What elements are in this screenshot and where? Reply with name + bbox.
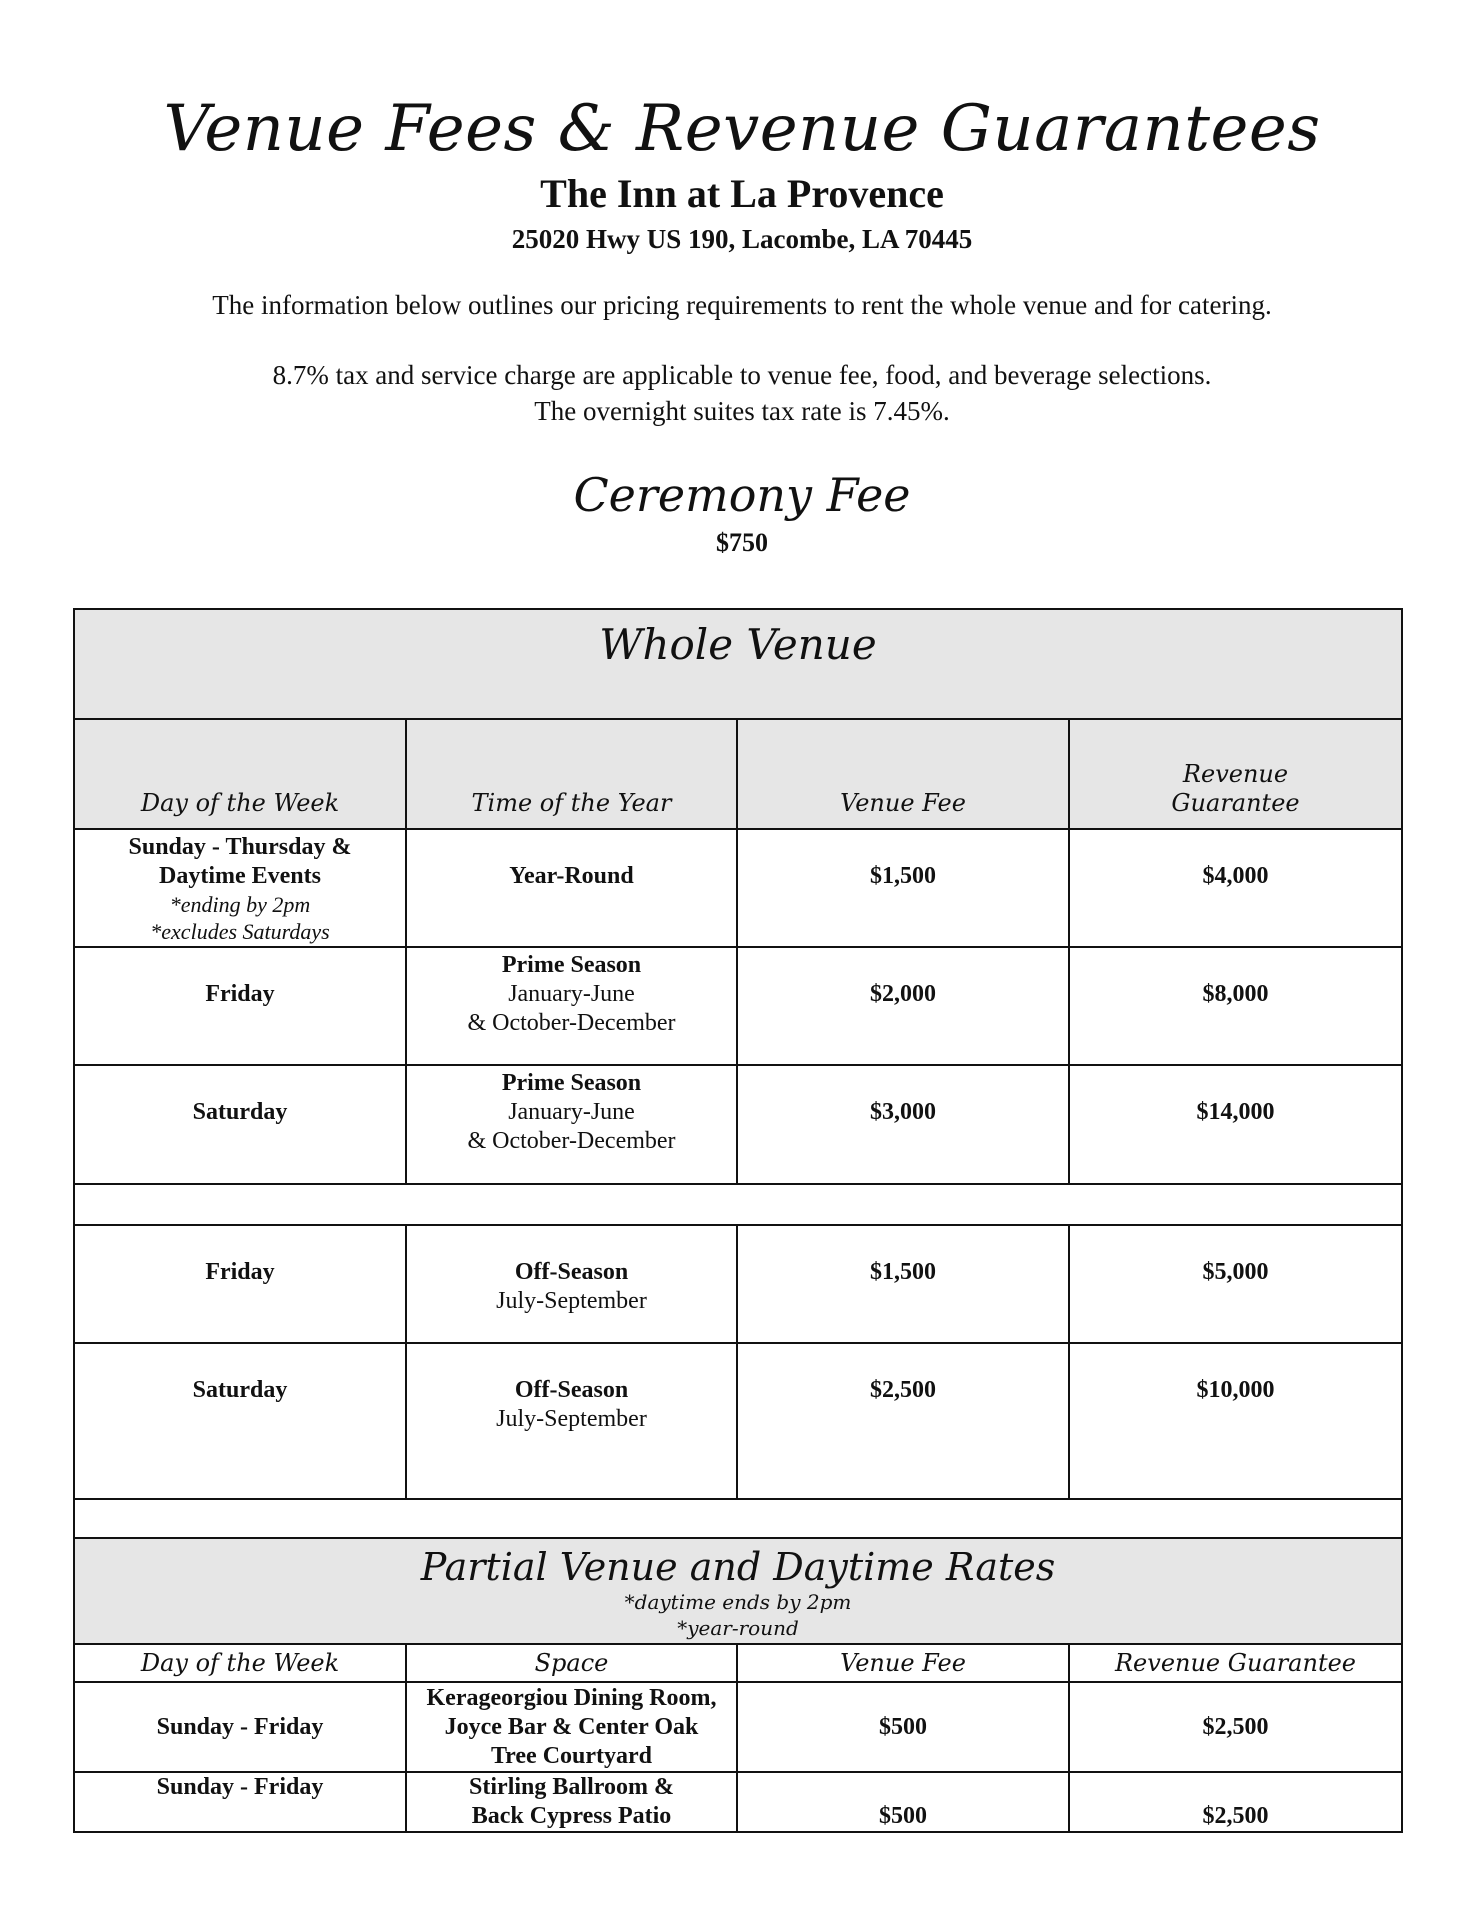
table-row — [74, 1682, 1402, 1772]
venue-fee-cell — [737, 829, 1069, 947]
intro-text: The information below outlines our pricing requirements to rent the whole venue and for catering. — [212, 290, 1272, 320]
day-label: Sunday - Thursday & Daytime Events — [128, 834, 352, 889]
season-cell — [406, 1225, 737, 1343]
revenue-guarantee-value: $10,000 — [1196, 1377, 1275, 1403]
venue-fee-value: $2,500 — [870, 1377, 936, 1403]
partial-venue-note: *daytime ends by 2pm — [624, 1590, 852, 1614]
day-cell — [74, 1343, 406, 1499]
revenue-guarantee-value: $14,000 — [1196, 1099, 1275, 1125]
day-label: Saturday — [192, 1377, 288, 1403]
whole-venue-title: Whole Venue — [599, 620, 877, 669]
day-label: Friday — [205, 1259, 275, 1285]
table-row — [74, 1343, 1402, 1499]
season-label: Prime Season — [501, 1070, 642, 1096]
revenue-guarantee-cell — [1069, 1225, 1402, 1343]
page-title: Venue Fees & Revenue Guarantees — [163, 92, 1321, 166]
revenue-guarantee-cell — [1069, 1682, 1402, 1772]
revenue-guarantee-cell — [1069, 1772, 1402, 1832]
ceremony-fee-title: Ceremony Fee — [573, 468, 911, 522]
revenue-guarantee-value: $8,000 — [1202, 981, 1269, 1007]
venue-address: 25020 Hwy US 190, Lacombe, LA 70445 — [511, 224, 973, 254]
revenue-guarantee-value: $2,500 — [1202, 1713, 1269, 1740]
table-row — [74, 829, 1402, 947]
venue-fee-cell — [737, 1225, 1069, 1343]
season-cell — [406, 1065, 737, 1184]
space-cell — [406, 1682, 737, 1772]
whole-venue-column-headers — [74, 719, 1402, 829]
space-label: Stirling Ballroom & Back Cypress Patio — [469, 1774, 674, 1829]
venue-fee-value: $500 — [879, 1803, 927, 1829]
season-cell — [406, 829, 737, 947]
spacer-row — [74, 1184, 1402, 1225]
venue-fee-cell — [737, 1065, 1069, 1184]
col-header-time: Time of the Year — [406, 719, 737, 829]
space-label: Kerageorgiou Dining Room, Joyce Bar & Center Oak Tree Courtyard — [426, 1684, 717, 1769]
space-cell — [406, 1772, 737, 1832]
venue-fee-value: $1,500 — [870, 1259, 936, 1285]
venue-fee-cell — [737, 1772, 1069, 1832]
table-row — [74, 1225, 1402, 1343]
day-label: Sunday - Friday — [156, 1774, 324, 1800]
day-note: *ending by 2pm — [169, 892, 311, 917]
partial-venue-column-headers — [74, 1644, 1402, 1682]
col-header-venue-fee: Venue Fee — [737, 1644, 1069, 1682]
revenue-guarantee-cell — [1069, 1343, 1402, 1499]
rates-table — [73, 608, 1403, 1833]
col-header-revenue-guarantee: Revenue Guarantee — [1069, 1644, 1402, 1682]
day-note: *excludes Saturdays — [150, 919, 330, 944]
partial-venue-title-cell — [74, 1538, 1402, 1644]
season-label: Off-Season — [514, 1259, 629, 1285]
table-row — [74, 947, 1402, 1065]
day-cell — [74, 1682, 406, 1772]
venue-name: The Inn at La Provence — [540, 171, 944, 216]
revenue-guarantee-cell — [1069, 1065, 1402, 1184]
revenue-guarantee-value: $4,000 — [1202, 863, 1269, 889]
season-label: Prime Season — [501, 952, 642, 978]
day-cell — [74, 1772, 406, 1832]
tax-note-venue: 8.7% tax and service charge are applicable to venue fee, food, and beverage selections. — [272, 360, 1212, 390]
day-label: Saturday — [192, 1099, 288, 1125]
spacer-cell — [74, 1499, 1402, 1538]
season-months: July-September — [496, 1288, 647, 1314]
col-header-day: Day of the Week — [74, 719, 406, 829]
revenue-guarantee-cell — [1069, 947, 1402, 1065]
revenue-guarantee-value: $2,500 — [1202, 1803, 1269, 1829]
col-header-revenue-guarantee: Revenue Guarantee — [1069, 719, 1402, 829]
venue-fee-cell — [737, 1343, 1069, 1499]
day-cell — [74, 1065, 406, 1184]
season-months: January-June — [508, 1099, 635, 1125]
venue-fee-value: $1,500 — [870, 863, 936, 889]
season-months: & October-December — [467, 1010, 676, 1036]
venue-fee-value: $2,000 — [870, 981, 936, 1007]
col-header-space: Space — [406, 1644, 737, 1682]
season-cell — [406, 947, 737, 1065]
partial-venue-note: *year-round — [677, 1616, 799, 1640]
day-cell — [74, 1225, 406, 1343]
season-cell — [406, 1343, 737, 1499]
day-label: Sunday - Friday — [156, 1713, 324, 1740]
season-months: January-June — [508, 981, 635, 1007]
day-label: Friday — [205, 981, 275, 1007]
spacer-cell — [74, 1184, 1402, 1225]
partial-venue-title: Partial Venue and Daytime Rates — [420, 1545, 1056, 1589]
season-label: Off-Season — [514, 1377, 629, 1403]
venue-fee-cell — [737, 1682, 1069, 1772]
spacer-row — [74, 1499, 1402, 1538]
col-header-venue-fee: Venue Fee — [737, 719, 1069, 829]
day-cell — [74, 947, 406, 1065]
whole-venue-title-cell — [74, 609, 1402, 719]
venue-fee-value: $500 — [879, 1713, 927, 1740]
partial-venue-header-row — [74, 1538, 1402, 1644]
venue-fee-cell — [737, 947, 1069, 1065]
day-cell — [74, 829, 406, 947]
whole-venue-header-row — [74, 609, 1402, 719]
col-header-day: Day of the Week — [74, 1644, 406, 1682]
revenue-guarantee-cell — [1069, 829, 1402, 947]
tax-note-suites: The overnight suites tax rate is 7.45%. — [534, 396, 950, 426]
table-row — [74, 1772, 1402, 1832]
ceremony-fee-amount: $750 — [716, 528, 768, 557]
season-months: & October-December — [467, 1128, 676, 1154]
venue-fee-value: $3,000 — [870, 1099, 936, 1125]
season-label: Year-Round — [509, 863, 634, 889]
season-months: July-September — [496, 1406, 647, 1432]
revenue-guarantee-value: $5,000 — [1202, 1259, 1269, 1285]
table-row — [74, 1065, 1402, 1184]
